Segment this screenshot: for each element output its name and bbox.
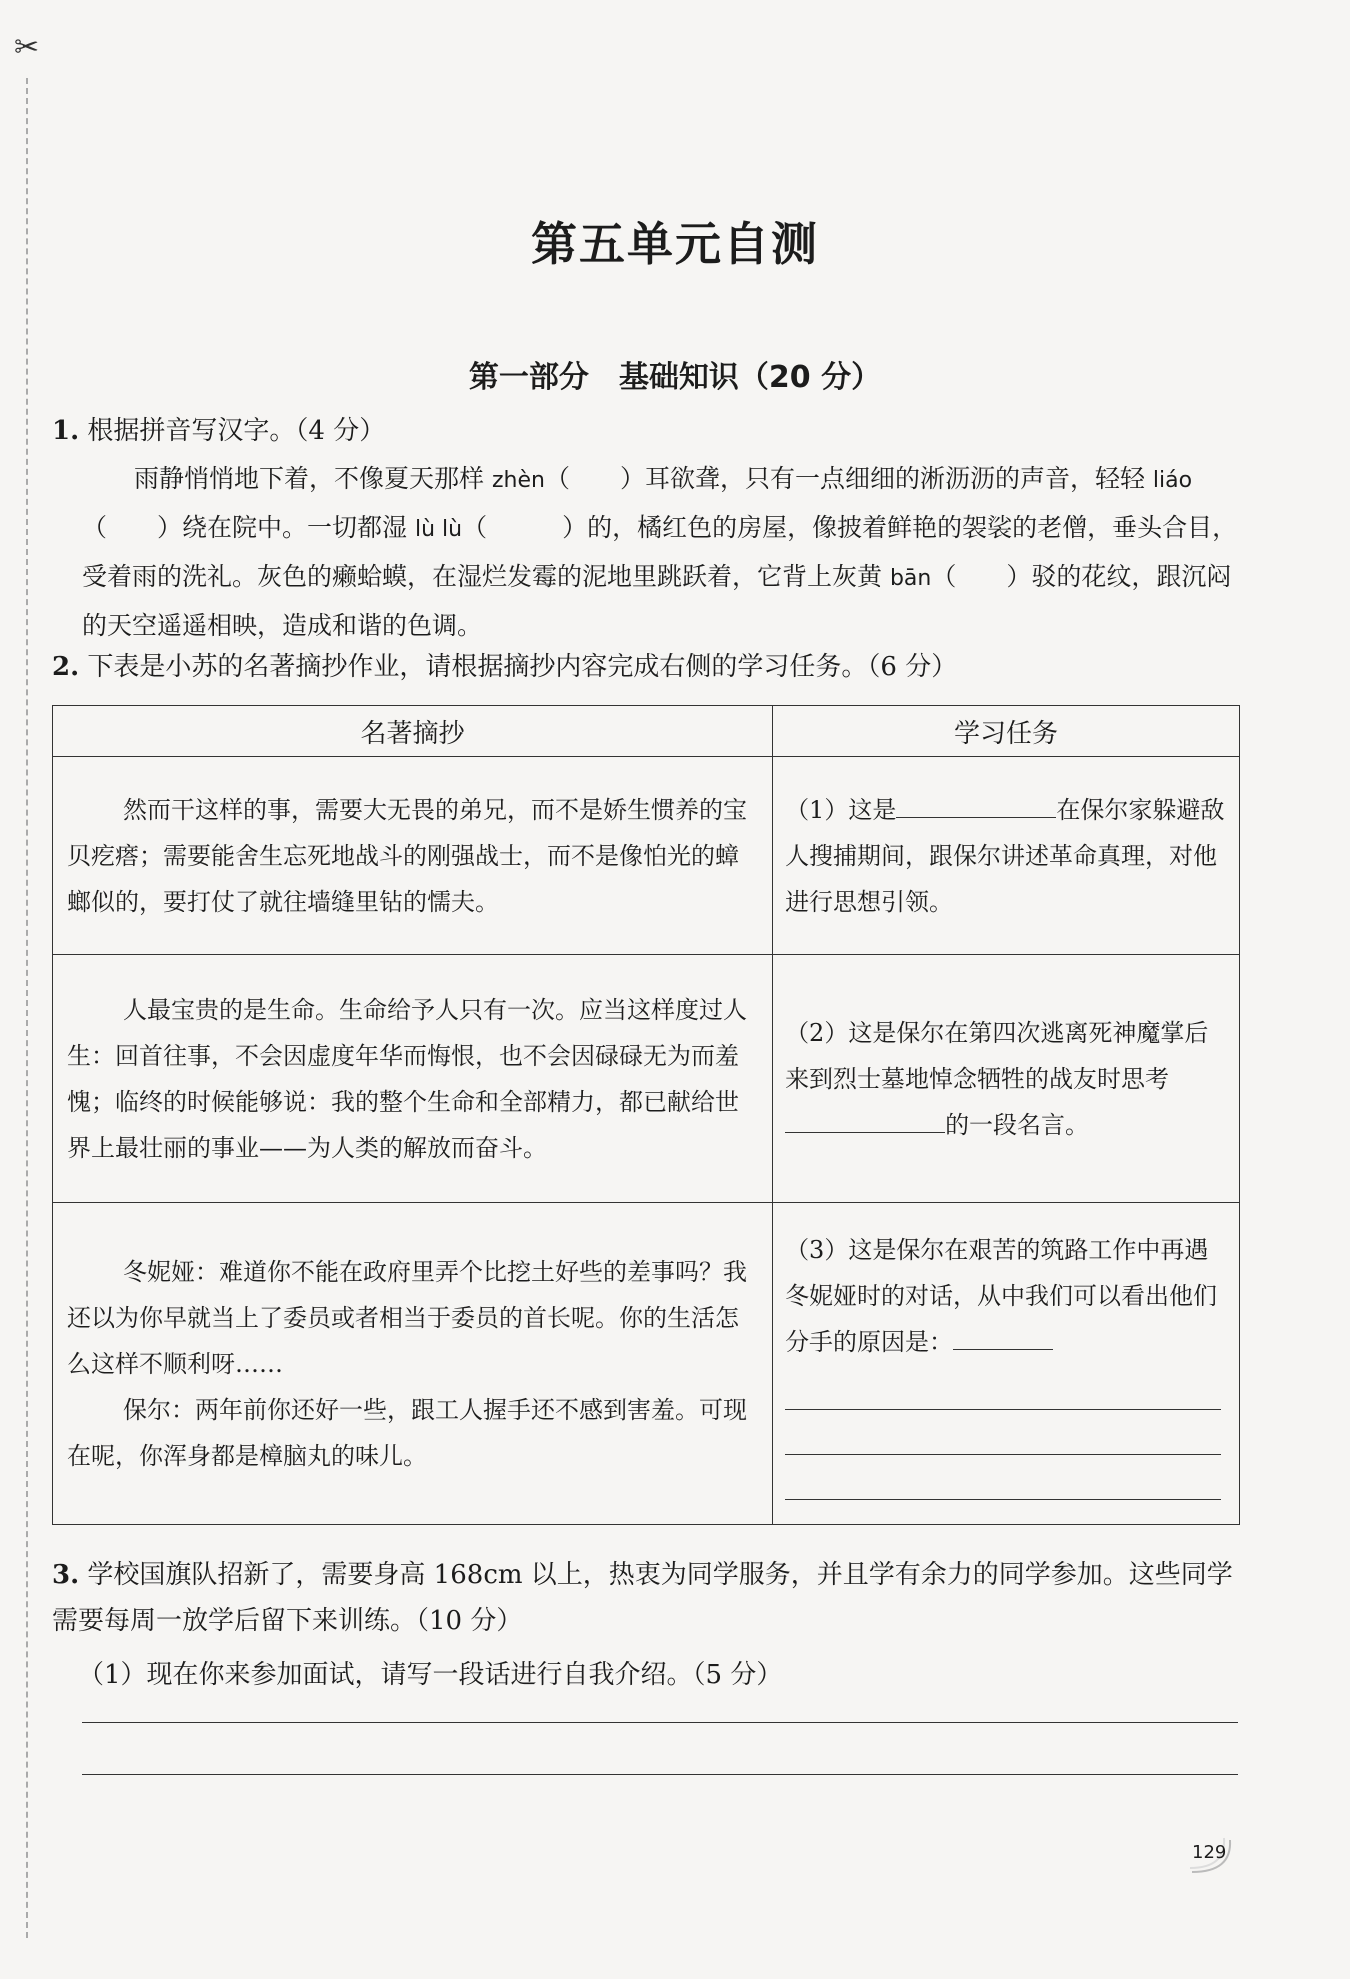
excerpt-cell <box>53 955 773 1203</box>
q1-heading <box>52 410 385 447</box>
answer-line[interactable] <box>785 1455 1221 1500</box>
excerpt-cell <box>53 757 773 955</box>
pinyin-zhen: zhèn <box>491 468 545 493</box>
task-text: （2）这是保尔在第四次逃离死神魔掌后来到烈士墓地悼念牺牲的战友时思考 <box>785 1018 1209 1093</box>
page-number: 129 <box>1192 1842 1227 1863</box>
table-row <box>53 757 1240 955</box>
excerpt-text: 然而干这样的事，需要大无畏的弟兄，而不是娇生惯养的宝贝疙瘩；需要能舍生忘死地战斗的刚强战士，而不是像怕光的蟑螂似的，要打仗了就往墙缝里钻的懦夫。 <box>67 795 747 916</box>
task-text: 的一段名言。 <box>945 1110 1090 1139</box>
table-header-row <box>53 706 1240 757</box>
table-row <box>53 1203 1240 1525</box>
excerpt-text: 冬妮娅：难道你不能在政府里弄个比挖土好些的差事吗？我还以为你早就当上了委员或者相当于委员的首长呢。你的生活怎么这样不顺利呀…… <box>67 1257 747 1378</box>
q1-passage <box>82 455 1242 649</box>
header-excerpt: 名著摘抄 <box>53 706 773 757</box>
q3-sub1: （1）现在你来参加面试，请写一段话进行自我介绍。（5 分） <box>78 1660 783 1690</box>
answer-blank[interactable] <box>953 1349 1053 1350</box>
scissors-icon: ✂ <box>14 30 40 65</box>
task-text: （3）这是保尔在艰苦的筑路工作中再遇冬妮娅时的对话，从中我们可以看出他们分手的原因是： <box>785 1236 1218 1356</box>
q3-heading <box>52 1552 1242 1644</box>
excerpt-table <box>52 705 1240 1525</box>
writing-line[interactable] <box>82 1722 1238 1723</box>
excerpt-cell <box>53 1203 773 1525</box>
excerpt-text: 人最宝贵的是生命。生命给予人只有一次。应当这样度过人生：回首往事，不会因虚度年华而悔恨，也不会因碌碌无为而羞愧；临终的时候能够说：我的整个生命和全部精力，都已献给世界上最壮丽的事业——为人类的解放而奋斗。 <box>67 995 747 1162</box>
pinyin-lulu: lù lù <box>414 517 463 542</box>
q2-number: 2. <box>52 652 80 682</box>
q3-stem: 学校国旗队招新了，需要身高 168cm 以上，热衷为同学服务，并且学有余力的同学参加。这些同学需要每周一放学后留下来训练。（10 分） <box>52 1560 1233 1636</box>
q1-text-seg: （ ）耳欲聋，只有一点细细的淅沥沥的声音，轻轻 <box>544 464 1153 493</box>
writing-line[interactable] <box>82 1774 1238 1775</box>
answer-blank[interactable] <box>785 1132 945 1133</box>
q1-text-seg: （ ）驳的花纹，跟沉闷的天空遥遥相映，造成和谐的色调。 <box>82 562 1232 640</box>
q3-number: 3. <box>52 1560 80 1590</box>
excerpt-text: 保尔：两年前你还好一些，跟工人握手还不感到害羞。可现在呢，你浑身都是樟脑丸的味儿。 <box>67 1395 747 1470</box>
q1-text-seg: （ ）绕在院中。一切都湿 <box>82 513 415 542</box>
q1-number: 1. <box>52 416 80 446</box>
task-cell <box>773 955 1240 1203</box>
q2-heading <box>52 646 957 683</box>
pinyin-ban: bān <box>889 566 932 591</box>
part-title: 第一部分 基础知识（20 分） <box>468 360 882 395</box>
answer-line[interactable] <box>785 1365 1221 1410</box>
q1-stem: 根据拼音写汉字。（4 分） <box>87 416 386 446</box>
answer-line[interactable] <box>785 1410 1221 1455</box>
header-task: 学习任务 <box>773 706 1240 757</box>
q1-text-seg: 雨静悄悄地下着，不像夏天那样 <box>134 464 492 493</box>
pinyin-liao: liáo <box>1152 468 1193 493</box>
task-text: （1）这是 <box>785 795 897 824</box>
task-cell <box>773 757 1240 955</box>
task-text: 在保尔家躲避敌人搜捕期间，跟保尔讲述革命真理，对他进行思想引领。 <box>785 795 1225 916</box>
q1-text-seg: （ ）的，橘红色的房屋，像披着鲜艳的袈裟的老僧，垂头合目，受着雨的洗礼。灰色的癞蛤蟆，在湿烂发霉的泥地里跳跃着，它背上灰黄 <box>82 513 1238 591</box>
answer-blank[interactable] <box>896 817 1056 818</box>
unit-title: 第五单元自测 <box>531 217 819 271</box>
table-row <box>53 955 1240 1203</box>
task-cell <box>773 1203 1240 1525</box>
q2-stem: 下表是小苏的名著摘抄作业，请根据摘抄内容完成右侧的学习任务。（6 分） <box>87 652 958 682</box>
